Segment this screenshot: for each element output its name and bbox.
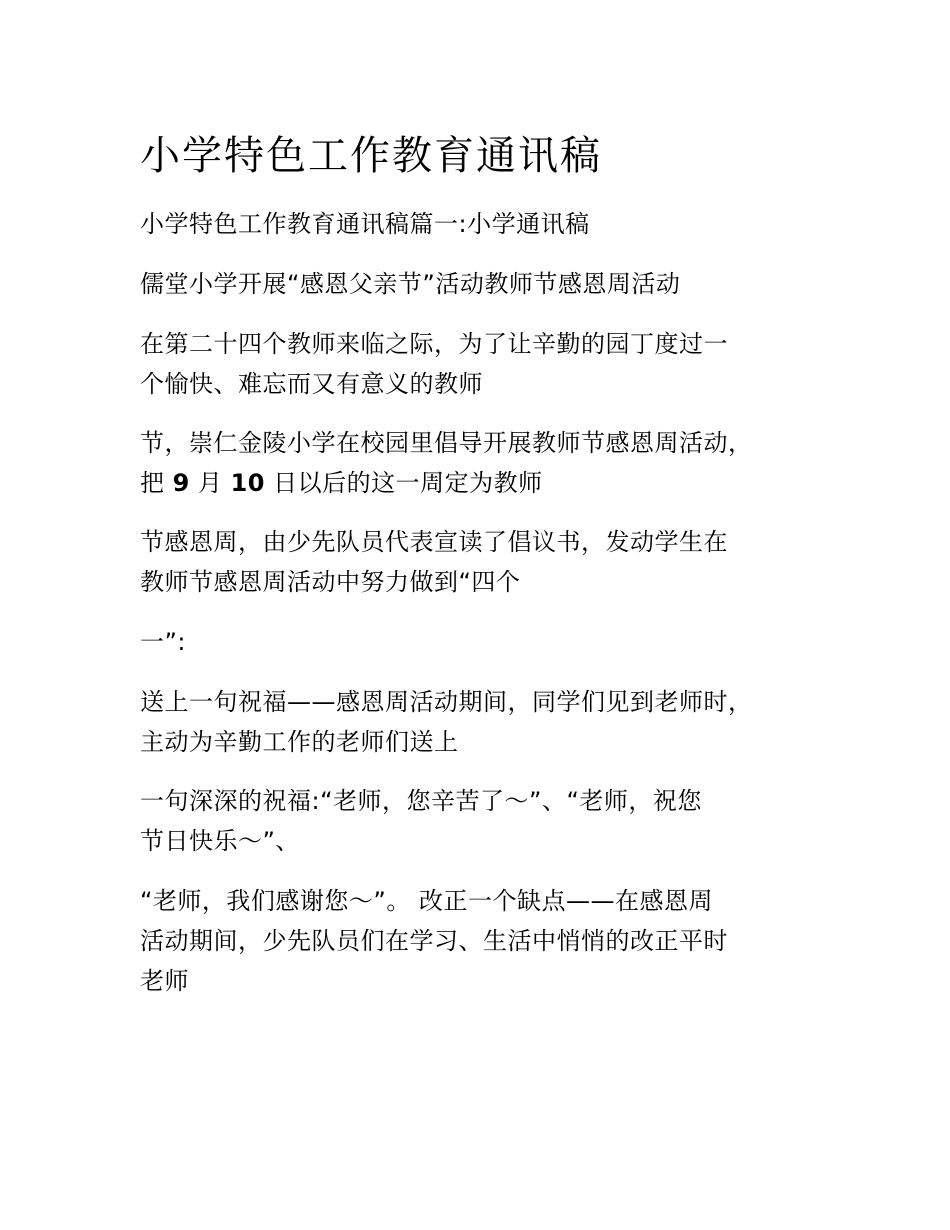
paragraph-2: [140, 423, 753, 503]
paragraph-line: 一”:: [140, 628, 187, 656]
paragraph-7: [140, 881, 728, 1001]
paragraph-line: 节日快乐～”、: [140, 827, 300, 855]
paragraph-line: 在第二十四个教师来临之际，为了让辛勤的园丁度过一: [140, 330, 728, 358]
paragraph-line: 送上一句祝福——感恩周活动期间，同学们见到老师时，: [140, 688, 753, 716]
document-title: 小学特色工作教育通讯稿: [140, 133, 602, 179]
subtitle-line: 小学特色工作教育通讯稿篇一:小学通讯稿: [140, 210, 590, 238]
paragraph-line: 节，崇仁金陵小学在校园里倡导开展教师节感恩周活动，: [140, 429, 753, 457]
document-subtitle: [140, 204, 590, 244]
paragraph-line: 一句深深的祝福:“老师，您辛苦了～”、“老师，祝您: [140, 787, 702, 815]
paragraph-5: [140, 682, 753, 762]
text-fragment: 日以后的这一周定为教师: [265, 469, 543, 497]
headline-line: 儒堂小学开展“感恩父亲节”活动教师节感恩周活动: [140, 270, 681, 298]
paragraph-line: 教师节感恩周活动中努力做到“四个: [140, 568, 521, 596]
paragraph-line-with-date: [140, 463, 753, 503]
paragraph-line: “老师，我们感谢您～”。 改正一个缺点——在感恩周: [140, 887, 713, 915]
paragraph-4: [140, 622, 186, 662]
paragraph-line: 老师: [140, 967, 189, 995]
paragraph-line: 节感恩周，由少先队员代表宣读了倡议书，发动学生在: [140, 528, 728, 556]
day-number: 10: [230, 469, 266, 497]
text-fragment: 月: [189, 469, 231, 497]
month-number: 9: [172, 469, 190, 497]
paragraph-line: 活动期间，少先队员们在学习、生活中悄悄的改正平时: [140, 927, 728, 955]
paragraph-6: [140, 781, 702, 861]
headline: [140, 264, 680, 304]
paragraph-line: 主动为辛勤工作的老师们送上: [140, 728, 459, 756]
text-fragment: 把: [140, 469, 173, 497]
paragraph-1: [140, 324, 728, 404]
paragraph-3: [140, 522, 728, 602]
paragraph-line: 个愉快、难忘而又有意义的教师: [140, 370, 483, 398]
